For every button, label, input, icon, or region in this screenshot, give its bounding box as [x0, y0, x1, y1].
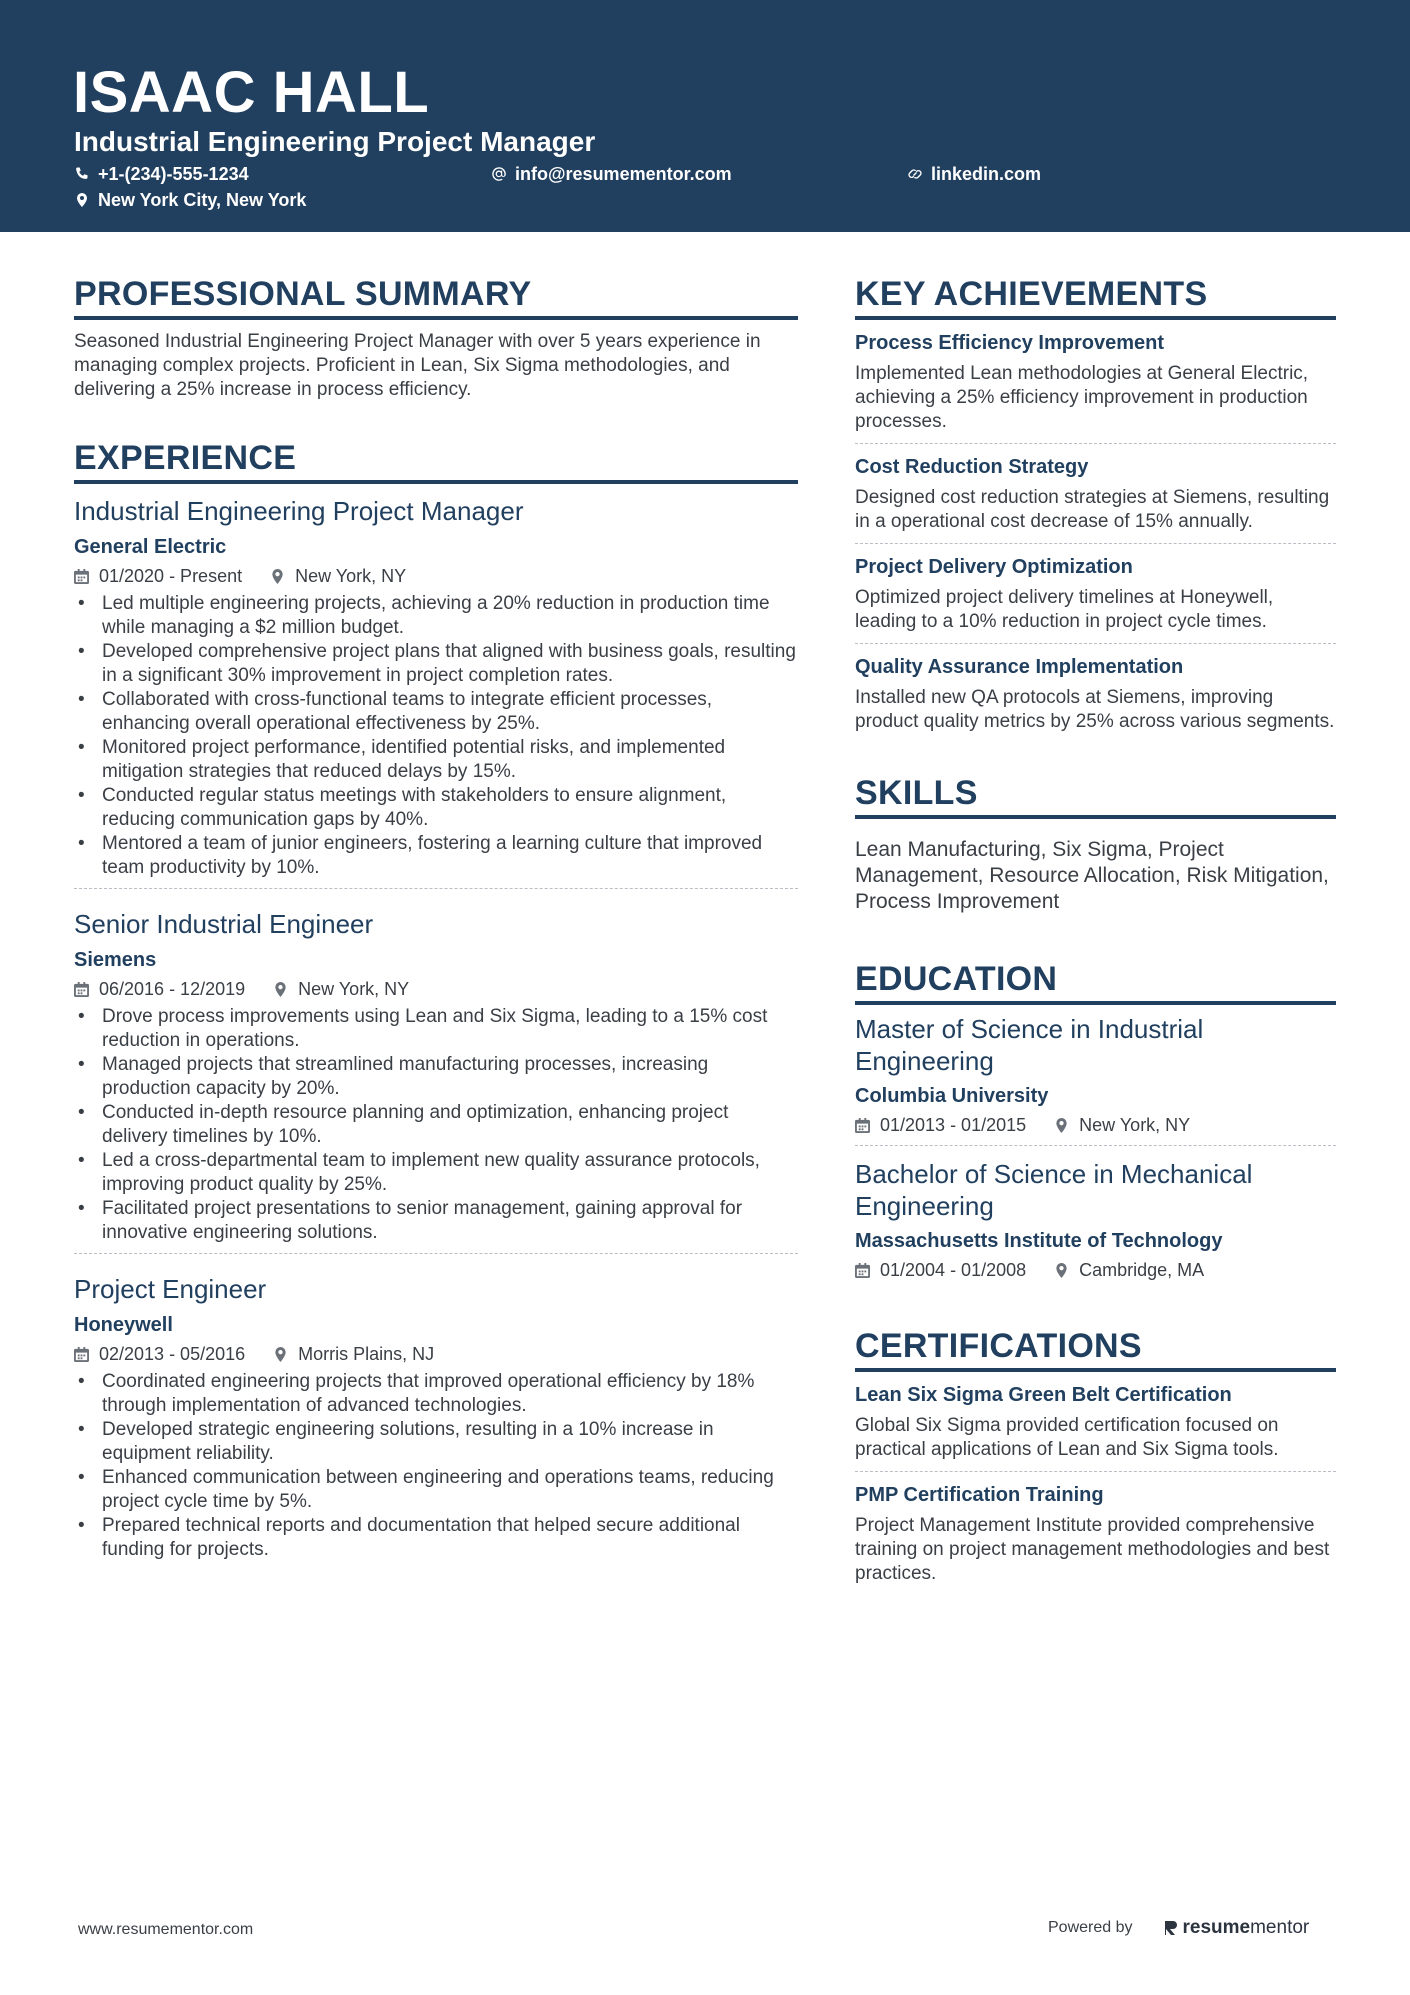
- bullet-item: • Collaborated with cross-functional teams to integrate efficient processes, enhancing overall operational effectiveness by 25%.: [74, 688, 798, 736]
- achievement-desc: Optimized project delivery timelines at Honeywell, leading to a 10% reduction in project cycle times.: [855, 587, 1274, 632]
- bullet-item: • Managed projects that streamlined manufacturing processes, increasing production capacity by 20%.: [74, 1053, 798, 1101]
- at-icon: [491, 166, 507, 182]
- linkedin-text: linkedin.com: [931, 164, 1042, 184]
- bullet-item: • Monitored project performance, identified potential risks, and implemented mitigation strategies that reduced delays by 15%.: [74, 736, 798, 784]
- certification-desc: Global Six Sigma provided certification focused on practical applications of Lean and Six Sigma tools.: [855, 1415, 1279, 1460]
- contact-phone[interactable]: [74, 163, 249, 185]
- phone-icon: [74, 166, 90, 182]
- bullet-item: • Drove process improvements using Lean and Six Sigma, leading to a 15% cost reduction in operations.: [74, 1005, 798, 1053]
- summary-heading: PROFESSIONAL SUMMARY: [74, 274, 798, 320]
- achievements-heading: KEY ACHIEVEMENTS: [855, 274, 1336, 320]
- achievement-title: Quality Assurance Implementation: [855, 656, 1184, 678]
- achievement-item: [855, 643, 1336, 743]
- experience-heading: EXPERIENCE: [74, 438, 798, 484]
- education-meta: [855, 1258, 1336, 1282]
- job-location: New York, NY: [295, 566, 407, 586]
- bullet-item: • Developed strategic engineering solutions, resulting in a 10% increase in equipment reliability.: [74, 1418, 798, 1466]
- certifications-heading: CERTIFICATIONS: [855, 1326, 1336, 1372]
- certification-item: [855, 1471, 1336, 1595]
- calendar-icon: [74, 569, 89, 584]
- bullet-item: • Conducted in-depth resource planning and optimization, enhancing project delivery timelines by 10%.: [74, 1101, 798, 1149]
- job-title: Industrial Engineering Project Manager: [74, 496, 524, 526]
- summary-text: Seasoned Industrial Engineering Project Manager with over 5 years experience in managing complex projects. Proficient in Lean, Six Sigma methodologies, and delivering a 25% increase in process efficiency.: [74, 331, 761, 400]
- education-heading: EDUCATION: [855, 959, 1336, 1005]
- company-name: Siemens: [74, 949, 157, 971]
- email-text: info@resumementor.com: [515, 164, 732, 184]
- job-bullets: [74, 1370, 798, 1562]
- contact-email[interactable]: [491, 163, 732, 185]
- left-column: [74, 274, 798, 1570]
- job-bullets: [74, 1005, 798, 1245]
- candidate-name: ISAAC HALL: [73, 60, 430, 125]
- job-location: New York, NY: [298, 979, 410, 999]
- achievement-item: [855, 320, 1336, 443]
- candidate-headline: Industrial Engineering Project Manager: [74, 126, 596, 157]
- education-dates: 01/2004 - 01/2008: [880, 1260, 1027, 1280]
- achievement-title: Project Delivery Optimization: [855, 556, 1133, 578]
- job-title: Senior Industrial Engineer: [74, 909, 374, 939]
- calendar-icon: [74, 1347, 89, 1362]
- job-meta: [74, 1342, 798, 1366]
- job-meta: [74, 564, 798, 588]
- certification-desc: Project Management Institute provided comprehensive training on project management methodologies and best practices.: [855, 1515, 1330, 1584]
- achievement-title: Process Efficiency Improvement: [855, 332, 1165, 354]
- link-icon: [907, 166, 923, 182]
- achievement-desc: Installed new QA protocols at Siemens, improving product quality metrics by 25% across various segments.: [855, 687, 1335, 732]
- skills-list: Lean Manufacturing, Six Sigma, Project Management, Resource Allocation, Risk Mitigation, Process Improvement: [855, 838, 1329, 913]
- calendar-icon: [74, 982, 89, 997]
- bullet-item: • Developed comprehensive project plans that aligned with business goals, resulting in a significant 30% improvement in project completion rates.: [74, 640, 798, 688]
- achievement-item: [855, 443, 1336, 543]
- education-entry: [855, 1145, 1336, 1290]
- map-pin-icon: [74, 192, 90, 208]
- bullet-item: • Mentored a team of junior engineers, fostering a learning culture that improved team productivity by 10%.: [74, 832, 798, 880]
- certification-title: Lean Six Sigma Green Belt Certification: [855, 1384, 1232, 1406]
- job-location: Morris Plains, NJ: [298, 1344, 435, 1364]
- job-dates: 01/2020 - Present: [99, 566, 243, 586]
- location-text: New York City, New York: [98, 190, 307, 210]
- map-pin-icon: [273, 982, 288, 997]
- bullet-item: • Conducted regular status meetings with stakeholders to ensure alignment, reducing communication gaps by 40%.: [74, 784, 798, 832]
- experience-entry: [74, 494, 798, 888]
- job-dates: 06/2016 - 12/2019: [99, 979, 246, 999]
- contact-linkedin[interactable]: [907, 163, 1041, 185]
- phone-text: +1-(234)-555-1234: [98, 164, 249, 184]
- bullet-item: • Prepared technical reports and documentation that helped secure additional funding for projects.: [74, 1514, 798, 1562]
- degree-title: Master of Science in Industrial Engineering: [855, 1014, 1204, 1076]
- map-pin-icon: [1054, 1263, 1069, 1278]
- achievement-item: [855, 543, 1336, 643]
- contact-location: [74, 189, 306, 211]
- bullet-item: • Enhanced communication between engineering and operations teams, reducing project cycle time by 5%.: [74, 1466, 798, 1514]
- job-meta: [74, 977, 798, 1001]
- job-dates: 02/2013 - 05/2016: [99, 1344, 246, 1364]
- achievement-desc: Designed cost reduction strategies at Siemens, resulting in a operational cost decrease of 15% annually.: [855, 487, 1330, 532]
- resumementor-logo-icon: [1163, 1919, 1179, 1937]
- footer-branding: [1048, 1917, 1309, 1939]
- experience-entry: [74, 1253, 798, 1570]
- job-bullets: [74, 592, 798, 880]
- bullet-item: • Coordinated engineering projects that improved operational efficiency by 18% through implementation of advanced technologies.: [74, 1370, 798, 1418]
- certification-item: [855, 1372, 1336, 1471]
- resume-header: [0, 0, 1410, 232]
- certification-title: PMP Certification Training: [855, 1484, 1104, 1506]
- achievement-desc: Implemented Lean methodologies at General Electric, achieving a 25% efficiency improvement in production processes.: [855, 363, 1309, 432]
- education-dates: 01/2013 - 01/2015: [880, 1115, 1027, 1135]
- right-column: [855, 274, 1336, 1595]
- powered-by-label: Powered by: [1048, 1919, 1133, 1936]
- footer-website[interactable]: www.resumementor.com: [78, 1921, 254, 1938]
- education-meta: [855, 1113, 1336, 1137]
- map-pin-icon: [273, 1347, 288, 1362]
- calendar-icon: [855, 1118, 870, 1133]
- skills-heading: SKILLS: [855, 773, 1336, 819]
- education-location: New York, NY: [1079, 1115, 1191, 1135]
- brand-name-light: mentor: [1250, 1917, 1310, 1938]
- company-name: Honeywell: [74, 1314, 173, 1336]
- brand-logo[interactable]: [1163, 1917, 1310, 1939]
- map-pin-icon: [270, 569, 285, 584]
- education-location: Cambridge, MA: [1079, 1260, 1205, 1280]
- job-title: Project Engineer: [74, 1274, 267, 1304]
- experience-entry: [74, 888, 798, 1253]
- company-name: General Electric: [74, 536, 227, 558]
- bullet-item: • Facilitated project presentations to senior management, gaining approval for innovative engineering solutions.: [74, 1197, 798, 1245]
- achievement-title: Cost Reduction Strategy: [855, 456, 1089, 478]
- bullet-item: • Led multiple engineering projects, achieving a 20% reduction in production time while managing a $2 million budget.: [74, 592, 798, 640]
- education-entry: [855, 1013, 1336, 1145]
- map-pin-icon: [1054, 1118, 1069, 1133]
- degree-title: Bachelor of Science in Mechanical Engineering: [855, 1159, 1253, 1221]
- calendar-icon: [855, 1263, 870, 1278]
- school-name: Columbia University: [855, 1085, 1049, 1107]
- school-name: Massachusetts Institute of Technology: [855, 1230, 1223, 1252]
- brand-name-bold: resume: [1182, 1917, 1251, 1938]
- bullet-item: • Led a cross-departmental team to implement new quality assurance protocols, improving product quality by 25%.: [74, 1149, 798, 1197]
